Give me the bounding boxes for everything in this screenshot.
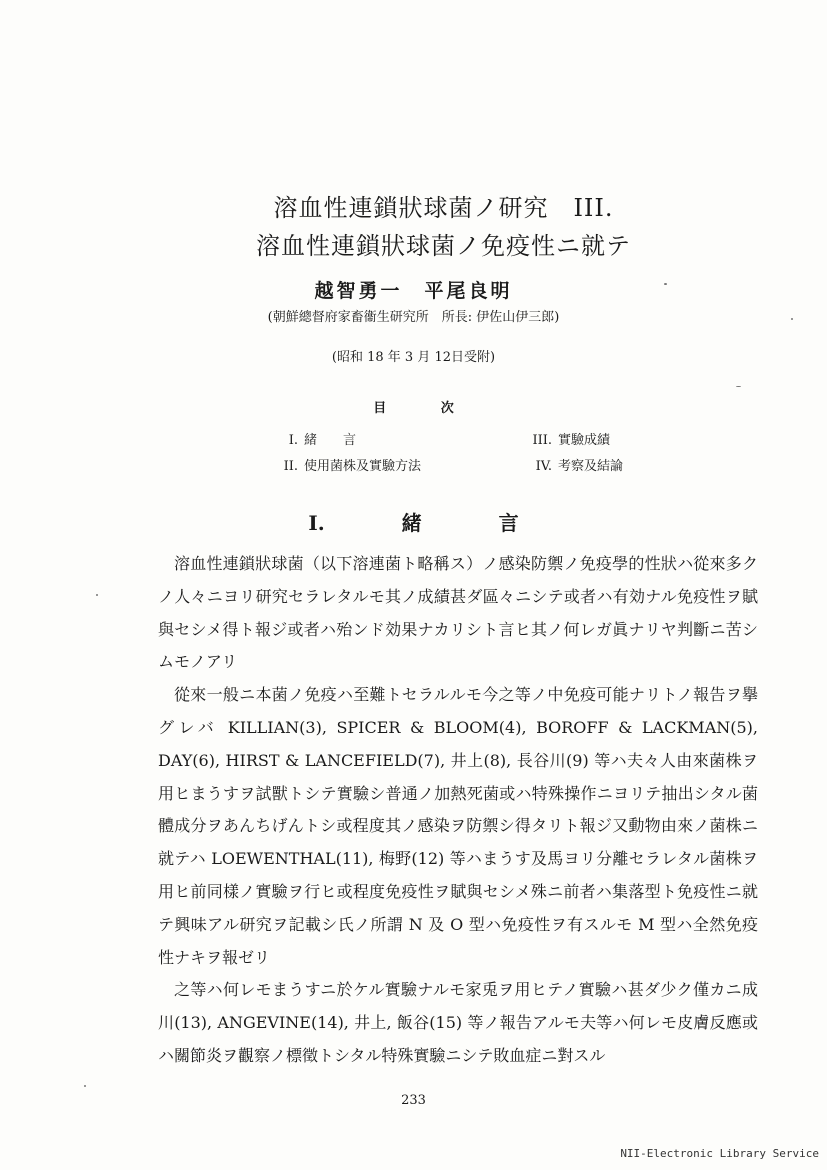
footer-credit: NII-Electronic Library Service: [620, 1147, 819, 1160]
toc-item-label: 實驗成績: [558, 433, 611, 448]
paragraph: 從來一般ニ本菌ノ免疫ハ至難トセラルルモ今之等ノ中免疫可能ナリトノ報告ヲ擧グレバ KILLIAN(3), SPICER & BLOOM(4), BOROFF & LACKMAN(5), DAY(6), HIRST & LANCEFIELD(7), 井上(8), 長谷川(9) 等ハ夫々人由來菌株ヲ用ヒまうすヲ試獸トシテ實驗シ普通ノ加熱死菌或ハ特殊操作ニヨリテ抽出シタル菌體成分ヲあんちげんトシ或程度其ノ感染ヲ防禦シ得タリト報ジ又動物由來ノ菌株ニ就テハ LOEWENTHAL(11), 梅野(12) 等ハまうす及馬ヨリ分離セラレタル菌株ヲ用ヒ前同樣ノ實驗ヲ行ヒ或程度免疫性ヲ賦與セシメ殊ニ前者ハ集落型ト免疫性ニ就テ興味アル研究ヲ記載シ氏ノ所謂 N 及 O 型ハ免疫性ヲ有スルモ M 型ハ全然免疫性ナキヲ報ゼリ: [158, 685, 758, 967]
received-date: (昭和 18 年 3 月 12日受附): [331, 350, 496, 365]
paragraph: 之等ハ何レモまうすニ於ケル實驗ナルモ家兎ヲ用ヒテノ實驗ハ甚ダ少ク僅カニ成川(13), ANGEVINE(14), 井上, 飯谷(15) 等ノ報告アルモ夫等ハ何レモ皮膚反應或ハ關節炎ヲ觀察ノ標徵トシタル特殊實驗ニシテ敗血症ニ對スル: [158, 980, 758, 1065]
authors: 越智勇一 平尾良明: [314, 280, 513, 302]
toc-right-column: [516, 428, 623, 480]
page-number: 233: [401, 1093, 426, 1108]
toc-item-number: I.: [288, 433, 298, 448]
section-heading: I. 緒 言: [308, 511, 519, 535]
toc-item: [262, 428, 421, 454]
toc-item-number: III.: [532, 433, 552, 448]
toc-item-label: 使用菌株及實驗方法: [304, 459, 422, 474]
title-line-1: 溶血性連鎖狀球菌ノ研究 III.: [273, 194, 614, 222]
paragraph: 溶血性連鎖狀球菌（以下溶連菌ト略稱ス）ノ感染防禦ノ免疫學的性狀ハ從來多クノ人々ニヨリ研究セラレタルモ其ノ成績甚ダ區々ニシテ或者ハ有効ナル免疫性ヲ賦與セシメ得ト報ジ或者ハ殆ンド効果ナカリシト言ヒ其ノ何レガ眞ナリヤ判斷ニ苦シムモノアリ: [158, 554, 758, 672]
toc-item: [516, 428, 623, 454]
toc-item: [262, 454, 421, 480]
toc-item-number: IV.: [535, 459, 552, 474]
toc-item-label: 考察及結論: [558, 459, 624, 474]
scan-speck: [96, 594, 98, 596]
scan-speck: [84, 1085, 86, 1087]
affiliation: (朝鮮總督府家畜衞生研究所 所長: 伊佐山伊三郎): [267, 310, 560, 325]
toc-left-column: [262, 428, 421, 480]
toc-item: [516, 454, 623, 480]
toc-heading: 目 次: [373, 401, 454, 416]
title-line-2: 溶血性連鎖狀球菌ノ免疫性ニ就テ: [256, 232, 631, 260]
toc-item-number: II.: [283, 459, 298, 474]
scan-speck: [664, 283, 667, 285]
scan-speck: [791, 318, 793, 320]
toc-item-label: 緒 言: [304, 433, 357, 448]
body-text: [158, 548, 758, 1073]
scan-speck: [736, 386, 741, 387]
